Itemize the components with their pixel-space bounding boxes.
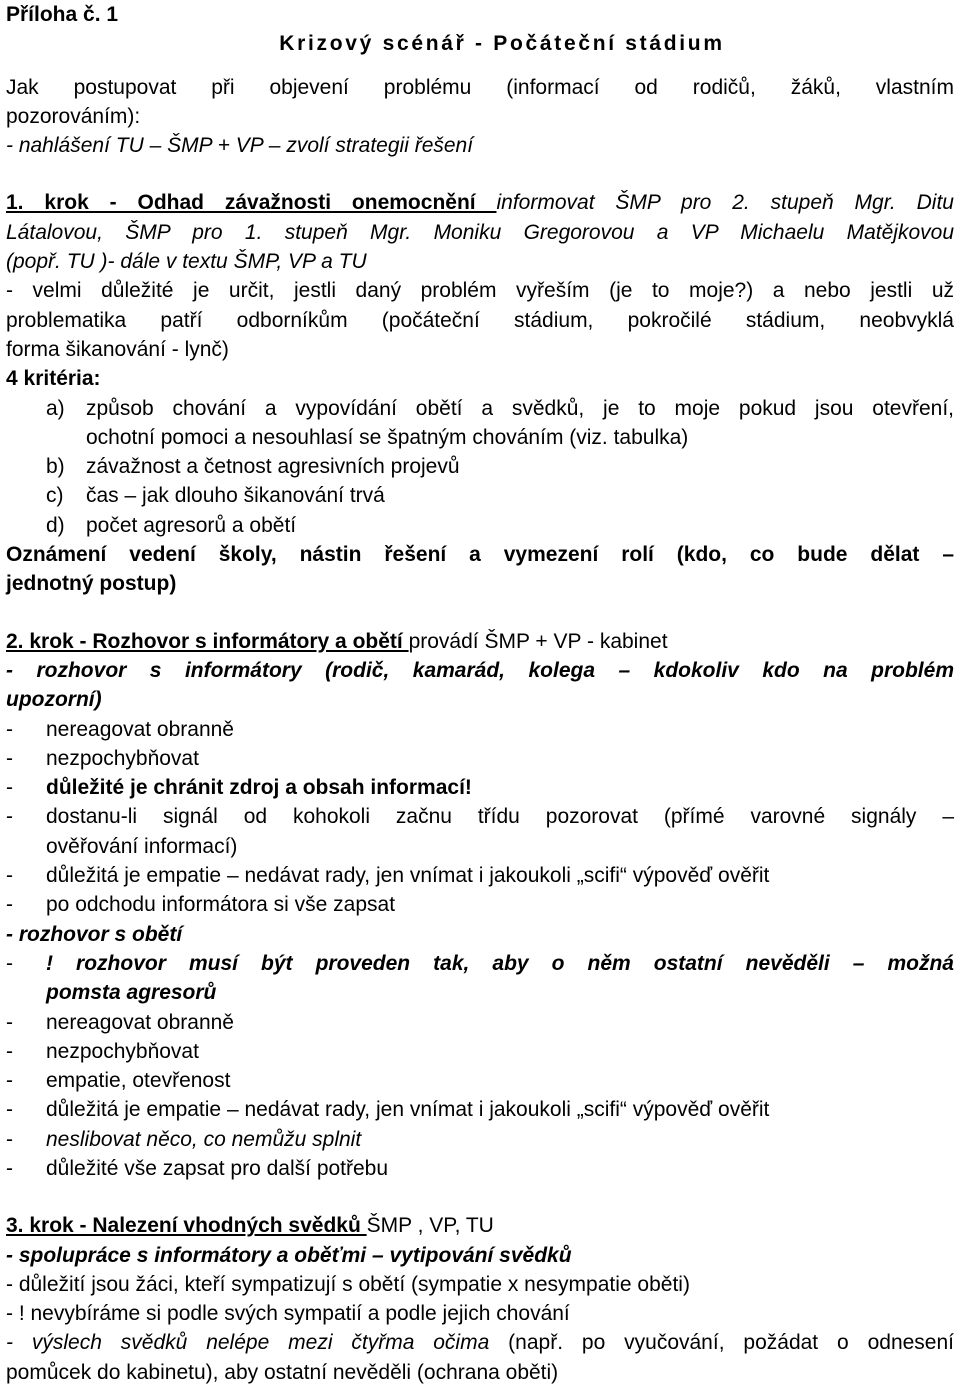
step3-heading-rest: ŠMP , VP, TU — [366, 1214, 494, 1238]
criteria-text: počet agresorů a obětí — [86, 513, 297, 537]
criteria-item — [6, 452, 954, 481]
list-item: - neslibovat něco, co nemůžu splnit — [6, 1125, 954, 1154]
list-item-text: empatie, otevřenost — [46, 1069, 231, 1093]
spacer — [6, 59, 954, 73]
page-title: Krizový scénář - Počáteční stádium — [279, 32, 725, 56]
list-item-text: důležité vše zapsat pro další potřebu — [46, 1156, 389, 1180]
step2-heading: 2. krok - Rozhovor s informátory a obětí — [6, 629, 409, 653]
intro-line-1: Jak postupovat při objevení problému (informací od rodičů, žáků, vlastním — [6, 75, 954, 99]
criteria-text: závažnost a četnost agresivních projevů — [86, 455, 460, 479]
list-item-text: nezpochybňovat — [46, 746, 199, 770]
step1-heading: 1. krok - Odhad závažnosti onemocnění — [6, 191, 497, 215]
step2-heading-line — [6, 627, 954, 656]
list-item: - nezpochybňovat — [6, 1037, 954, 1066]
victim-heading: - rozhovor s obětí — [6, 922, 183, 946]
step3-line-4 — [6, 1328, 954, 1357]
document-page — [6, 0, 954, 1387]
informers-heading-line-1: - rozhovor s informátory (rodič, kamarád, kolega – kdokoliv kdo na problém — [6, 658, 954, 682]
list-item-text: nereagovat obranně — [46, 717, 234, 741]
criteria-text: čas – jak dlouho šikanování trvá — [86, 484, 385, 508]
list-item-text: ověřování informací) — [46, 834, 238, 858]
criteria-item — [6, 394, 954, 453]
intro-line-2: pozorováním): — [6, 104, 141, 128]
step1-line-5: problematika patří odborníkům (počáteční stádium, pokročilé stádium, neobvyklá — [6, 308, 954, 332]
criteria-text: způsob chování a vypovídání obětí a svědků, je to moje pokud jsou otevření, — [86, 396, 954, 420]
criteria-marker: d) — [46, 513, 65, 537]
list-item: - důležité vše zapsat pro další potřebu — [6, 1154, 954, 1183]
list-item: - dostanu-li signál od kohokoli začnu třídu pozorovat (přímé varovné signály – ověřování informací) — [6, 802, 954, 861]
step2-heading-rest: provádí ŠMP + VP - kabinet — [408, 629, 668, 653]
step3-line-1: - spolupráce s informátory a oběťmi – vytipování svědků — [6, 1243, 572, 1267]
list-item: - empatie, otevřenost — [6, 1066, 954, 1095]
step3-line-4-italic: - výslech svědků nelépe mezi čtyřma očima — [6, 1331, 490, 1355]
list-item: - důležitá je empatie – nedávat rady, jen vnímat i jakoukoli „scifi“ výpověď ověřit — [6, 861, 954, 890]
criteria-item — [6, 481, 954, 510]
intro-line-3: - nahlášení TU – ŠMP + VP – zvolí strategii řešení — [6, 134, 474, 158]
list-item-text: nezpochybňovat — [46, 1039, 199, 1063]
criteria-text: ochotní pomoci a nesouhlasí se špatným chováním (viz. tabulka) — [86, 425, 689, 449]
list-item-text: nereagovat obranně — [46, 1010, 234, 1034]
informers-heading-line-2: upozorní) — [6, 688, 102, 712]
step1-line-2: Látalovou, ŠMP pro 1. stupeň Mgr. Moniku Gregorovou a VP Michaelu Matějkovou — [6, 220, 954, 244]
step3-line-2: - důležití jsou žáci, kteří sympatizují s obětí (sympatie x nesympatie oběti) — [6, 1272, 690, 1296]
list-item: - po odchodu informátora si vše zapsat — [6, 890, 954, 919]
appendix-label: Příloha č. 1 — [6, 3, 119, 26]
list-item: - nereagovat obranně — [6, 1008, 954, 1037]
list-item-text: důležité je chránit zdroj a obsah informací! — [46, 776, 472, 800]
list-item: - důležité je chránit zdroj a obsah informací! — [6, 773, 954, 802]
list-item: - nereagovat obranně — [6, 715, 954, 744]
step1-line-4: - velmi důležité je určit, jestli daný problém vyřeším (je to moje?) a nebo jestli už — [6, 279, 954, 303]
step3-line-4-rest: (např. po vyučování, požádat o odnesení — [489, 1331, 954, 1355]
step1-line-6: forma šikanování - lynč) — [6, 337, 229, 361]
step1-heading-rest: informovat ŠMP pro 2. stupeň Mgr. Ditu — [496, 191, 954, 215]
list-item-text: neslibovat něco, co nemůžu splnit — [46, 1127, 362, 1151]
step1-line-1 — [6, 188, 954, 217]
list-item-text: ! rozhovor musí být proveden tak, aby o něm ostatní nevěděli – možná — [46, 951, 954, 975]
spacer — [6, 1183, 954, 1211]
list-item: - důležitá je empatie – nedávat rady, jen vnímat i jakoukoli „scifi“ výpověď ověřit — [6, 1095, 954, 1124]
list-item: - nezpochybňovat — [6, 744, 954, 773]
step1-line-3: (popř. TU )- dále v textu ŠMP, VP a TU — [6, 250, 367, 274]
list-item-text: po odchodu informátora si vše zapsat — [46, 893, 396, 917]
notice-line-2: jednotný postup) — [6, 572, 177, 596]
spacer — [6, 599, 954, 627]
criteria-heading: 4 kritéria: — [6, 367, 101, 391]
list-item-text: dostanu-li signál od kohokoli začnu třídu pozorovat (přímé varovné signály – — [46, 805, 954, 829]
criteria-marker: b) — [46, 455, 65, 479]
criteria-item — [6, 511, 954, 540]
step3-heading: 3. krok - Nalezení vhodných svědků — [6, 1214, 367, 1238]
list-item: - ! rozhovor musí být proveden tak, aby o něm ostatní nevěděli – možná pomsta agresorů — [6, 949, 954, 1008]
criteria-marker: c) — [46, 484, 64, 508]
list-item-text: důležitá je empatie – nedávat rady, jen vnímat i jakoukoli „scifi“ výpověď ověřit — [46, 1098, 770, 1122]
list-item-text: důležitá je empatie – nedávat rady, jen vnímat i jakoukoli „scifi“ výpověď ověřit — [46, 864, 770, 888]
criteria-marker: a) — [46, 396, 65, 420]
step3-heading-line — [6, 1211, 954, 1240]
step3-line-5: pomůcek do kabinetu), aby ostatní nevěděli (ochrana oběti) — [6, 1360, 559, 1384]
notice-line-1: Oznámení vedení školy, nástin řešení a vymezení rolí (kdo, co bude dělat – — [6, 543, 954, 567]
spacer — [6, 160, 954, 188]
list-item-text: pomsta agresorů — [46, 981, 217, 1005]
step3-line-3: - ! nevybíráme si podle svých sympatií a podle jejich chování — [6, 1302, 570, 1326]
